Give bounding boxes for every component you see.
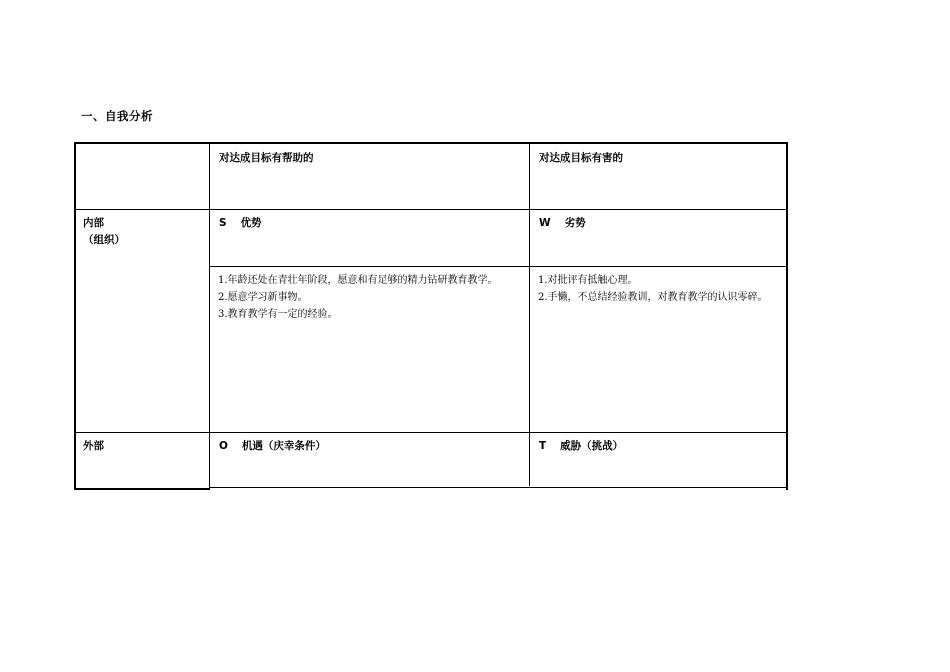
row-label-internal-line1: 内部 [83,217,104,229]
grid-hline-strength-title [209,266,788,267]
row-label-external: 外部 [83,440,104,452]
swot-table [74,142,788,490]
table-border-top [74,142,788,144]
grid-vline-1 [209,142,210,490]
table-border-bottom-left [74,488,210,490]
weakness-title: 劣势 [564,217,586,229]
strength-item: 1.年龄还处在青壮年阶段，愿意和有足够的精力钻研教育教学。 [218,275,498,286]
strength-heading [219,215,262,232]
weakness-letter: W [539,217,551,229]
strength-letter: S [219,217,227,229]
row-label-internal [83,215,125,249]
opportunity-heading [219,438,326,455]
opportunity-title: 机遇（庆幸条件） [241,440,326,452]
row-label-internal-line2: （组织） [83,234,125,246]
grid-hline-external [74,432,788,433]
threat-heading [539,438,623,455]
threat-title: 威胁（挑战） [560,440,624,452]
strength-item: 3.教育教学有一定的经验。 [218,309,338,320]
section-title: 一、自我分析 [81,109,153,123]
header-helpful: 对达成目标有帮助的 [219,152,314,164]
grid-hline-header [74,209,788,210]
weakness-item: 2.手懒，不总结经验教训，对教育教学的认识零碎。 [538,292,768,303]
strength-item: 2.愿意学习新事物。 [218,292,308,303]
weakness-heading [539,215,586,232]
weakness-list [538,272,782,306]
strength-list [218,272,526,323]
table-border-right [786,142,788,490]
threat-letter: T [539,440,547,452]
strength-title: 优势 [240,217,262,229]
table-border-bottom-right [209,487,788,488]
table-border-left [74,142,76,490]
grid-vline-2 [529,142,530,486]
weakness-item: 1.对批评有抵触心理。 [538,275,638,286]
opportunity-letter: O [219,440,228,452]
header-harmful: 对达成目标有害的 [539,152,623,164]
